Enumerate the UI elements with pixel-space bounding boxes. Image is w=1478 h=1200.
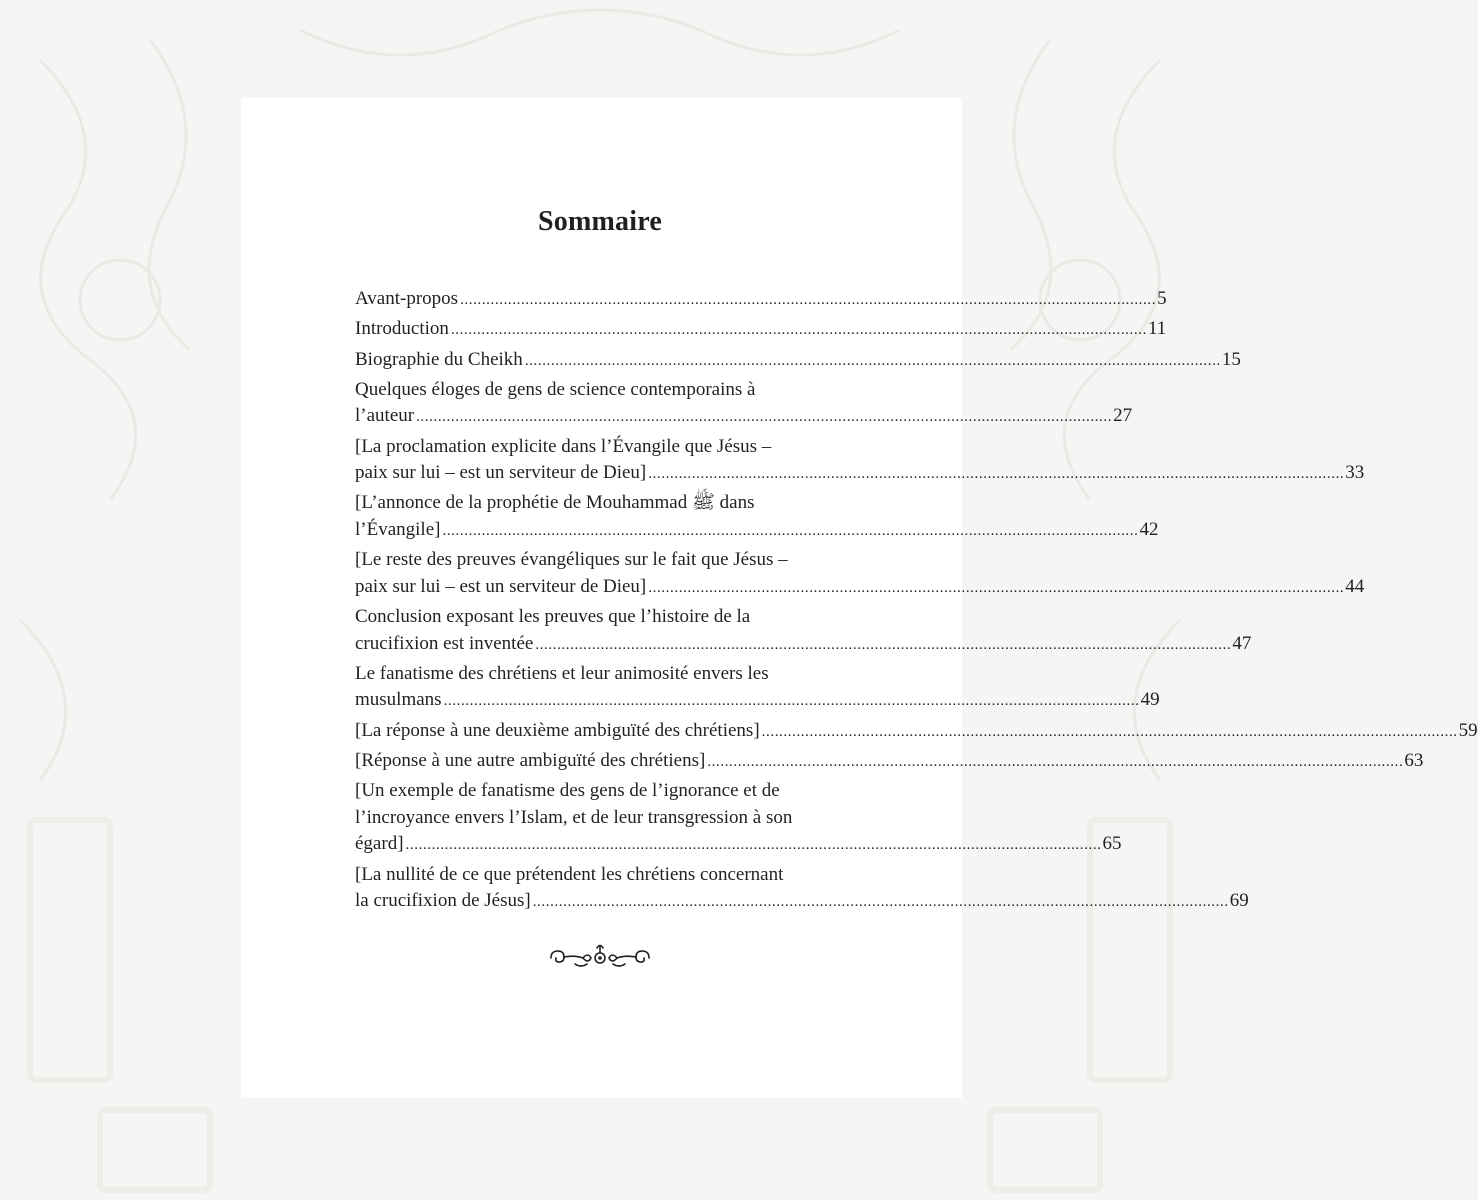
toc-entry-row [355,831,1122,859]
toc-entry-text: musulmans [355,689,442,711]
toc-entry-row [355,631,1252,659]
toc-entry-text: [Le reste des preuves évangéliques sur le fait que Jésus – [355,549,788,571]
toc-entry-text: l’auteur [355,405,415,427]
toc-dot-leader: ................................................................................................................................................................ [442,522,1139,539]
toc-entry-row [355,347,1241,375]
toc-entry[interactable] [355,434,1365,488]
toc-entry-row [355,748,1424,776]
toc-entry[interactable] [355,547,1365,601]
toc-entry-text: crucifixion est inventée [355,632,534,654]
toc-entry-row [355,687,1160,715]
toc-page-number: 49 [1140,689,1160,711]
toc-entry-row [355,888,1249,916]
toc-entry[interactable] [355,316,1167,344]
toc-dot-leader: ................................................................................................................................................................ [648,579,1345,596]
toc-page-number: 42 [1139,518,1159,540]
toc-dot-leader: ................................................................................................................................................................ [535,636,1232,653]
toc-entry[interactable] [355,778,1122,859]
toc-dot-leader: ................................................................................................................................................................ [416,409,1113,426]
toc-page-number: 69 [1229,890,1249,912]
toc-entry[interactable] [355,490,1159,544]
toc-page-number: 44 [1345,575,1365,597]
toc-dot-leader: ................................................................................................................................................................ [707,753,1404,770]
toc-entry-text: la crucifixion de Jésus] [355,890,531,912]
toc-entry[interactable] [355,862,1249,916]
toc-dot-leader: ................................................................................................................................................................ [761,723,1458,740]
toc-page-number: 47 [1232,632,1252,654]
toc-entry-row [355,286,1167,314]
toc-entry-text: Quelques éloges de gens de science contemporains à [355,378,756,400]
toc-dot-leader: ................................................................................................................................................................ [443,693,1140,710]
toc-page-number: 11 [1147,318,1167,340]
toc-entry-text: l’incroyance envers l’Islam, et de leur transgression à son [355,806,793,828]
toc-entry-text: Avant-propos [355,288,459,309]
toc-entry-text: [L’annonce de la prophétie de Mouhammad ﷺ dans [355,492,755,514]
toc-dot-leader: ................................................................................................................................................................ [460,292,1157,308]
toc-entry-text: paix sur lui – est un serviteur de Dieu] [355,575,647,597]
toc-entry-text: Biographie du Cheikh [355,348,523,370]
toc-dot-leader: ................................................................................................................................................................ [524,352,1221,369]
toc-entry-text: [Réponse à une autre ambiguïté des chrétiens] [355,749,706,771]
toc-entry[interactable] [355,377,1133,431]
toc-dot-leader: ................................................................................................................................................................ [532,894,1229,911]
toc-dot-leader: ................................................................................................................................................................ [405,837,1102,854]
toc-entry-text: paix sur lui – est un serviteur de Dieu] [355,462,647,484]
toc-page-number: 59 [1458,719,1478,741]
toc-entry[interactable] [355,347,1241,375]
toc-page-number: 27 [1113,405,1133,427]
toc-entry-text: [La nullité de ce que prétendent les chrétiens concernant [355,863,784,885]
toc-page-number: 5 [1157,288,1167,309]
toc-entry[interactable] [355,718,1478,746]
toc-page-number: 65 [1102,833,1122,855]
toc-entry-row [355,316,1167,344]
toc-dot-leader: ................................................................................................................................................................ [450,322,1147,339]
toc-dot-leader: ................................................................................................................................................................ [648,466,1345,483]
toc-entry-row [355,574,1365,602]
page-title: Sommaire [538,206,662,237]
toc-entry-text: Introduction [355,318,449,340]
toc-entry-row [355,718,1478,746]
toc-entry-text: l’Évangile] [355,518,441,540]
toc-entry[interactable] [355,604,1252,658]
toc-entry-row [355,460,1365,488]
toc-entry-text: Le fanatisme des chrétiens et leur animosité envers les [355,662,769,684]
toc-entry-text: Conclusion exposant les preuves que l’histoire de la [355,606,751,628]
toc-page-number: 33 [1345,462,1365,484]
toc-entry-text: [Un exemple de fanatisme des gens de l’ignorance et de [355,780,780,802]
toc-entry[interactable] [355,286,1167,314]
toc-entry-row [355,403,1133,431]
toc-page-number: 63 [1404,749,1424,771]
ornament-divider-icon [545,938,655,974]
toc-entry-row [355,517,1159,545]
toc-entry[interactable] [355,748,1424,776]
toc-page-number: 15 [1221,348,1241,370]
table-of-contents [355,286,1478,918]
toc-entry[interactable] [355,661,1160,715]
toc-entry-text: égard] [355,833,404,855]
toc-entry-text: [La réponse à une deuxième ambiguïté des chrétiens] [355,719,760,741]
toc-entry-text: [La proclamation explicite dans l’Évangile que Jésus – [355,435,772,457]
